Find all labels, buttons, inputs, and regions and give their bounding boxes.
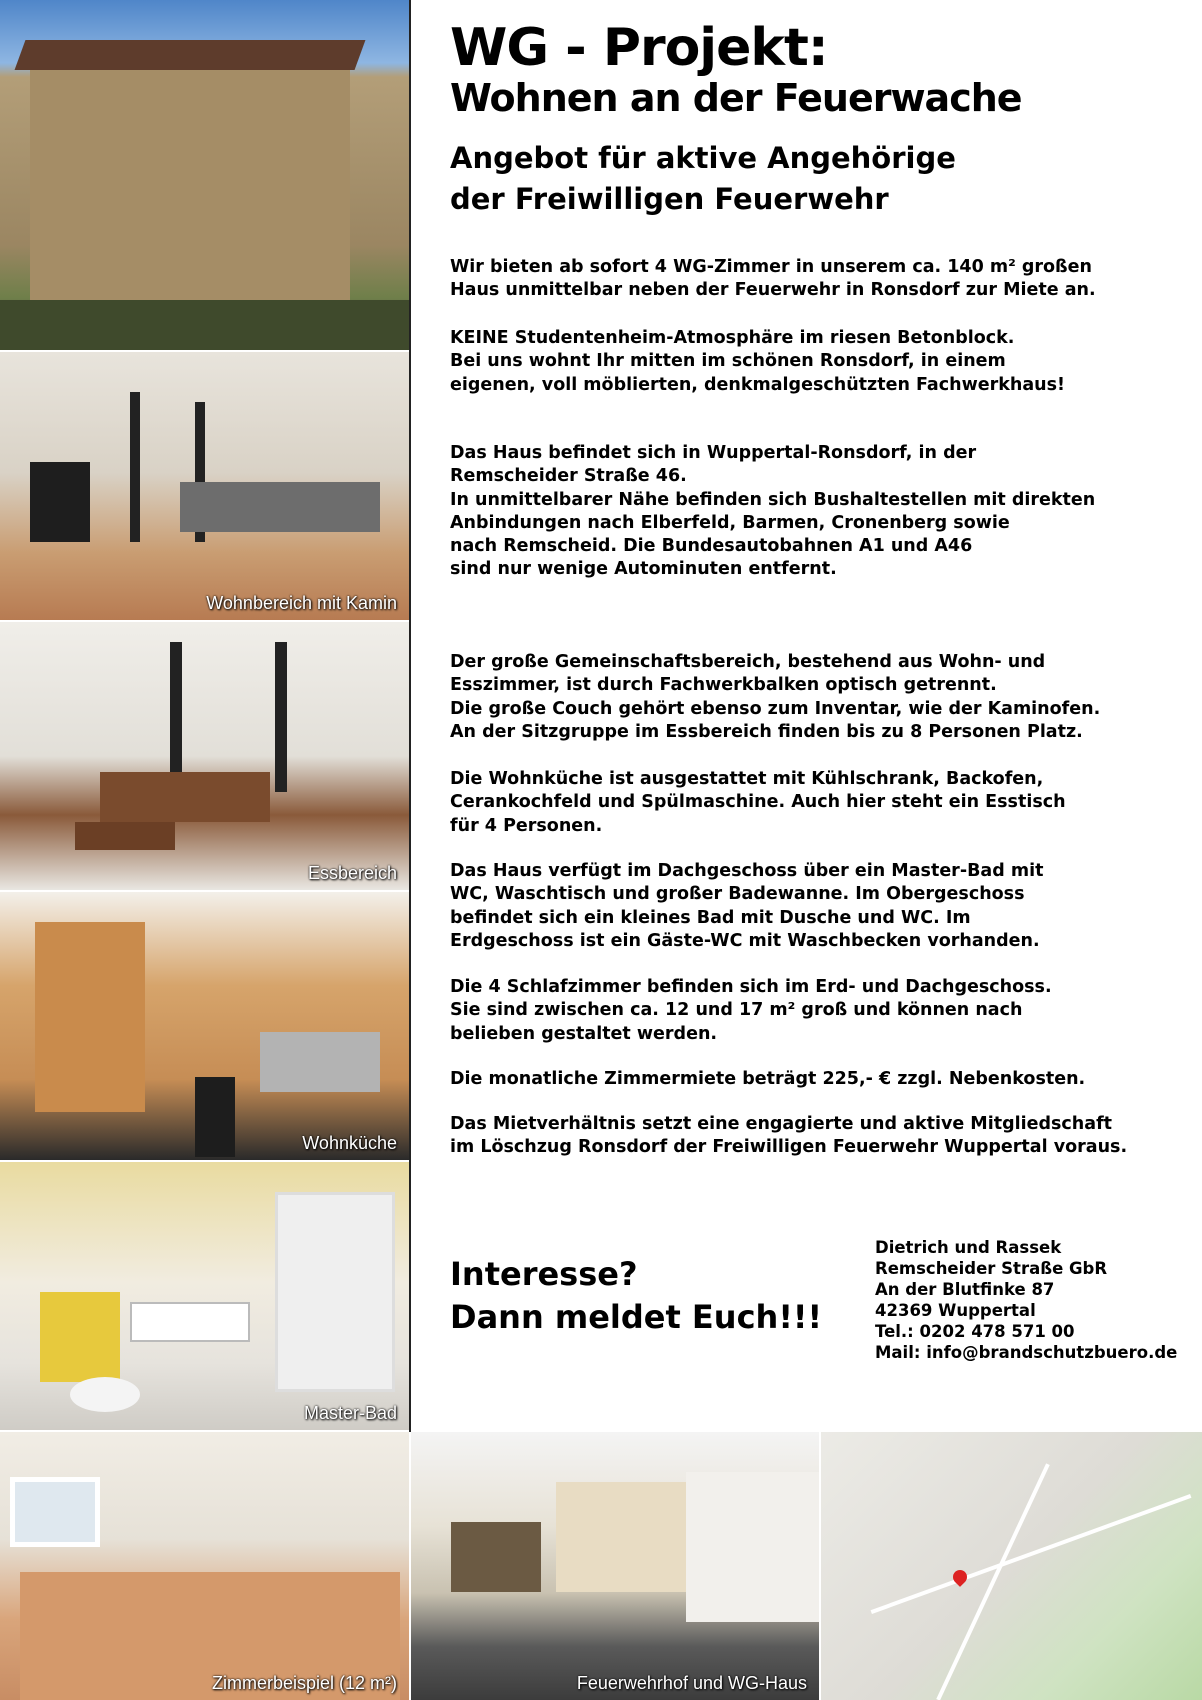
timber-beam xyxy=(170,642,182,782)
dining-table xyxy=(100,772,270,822)
doorway xyxy=(275,1192,395,1392)
couch xyxy=(180,482,380,532)
paragraph-bathrooms: Das Haus verfügt im Dachgeschoss über ein Master-Bad mit WC, Waschtisch und großer Badewanne. Im Obergeschoss befindet sich ein kleines Bad mit Dusche und WC. Im Erdgeschoss ist ein Gäste-WC mit Waschbecken vorhanden. xyxy=(450,861,1044,951)
photo-caption-living: Wohnbereich mit Kamin xyxy=(206,593,397,613)
page-title: WG - Projekt: xyxy=(450,18,828,78)
room-example-photo xyxy=(0,1432,409,1700)
photo-caption-kitchen: Wohnküche xyxy=(302,1133,397,1153)
chair xyxy=(195,1077,235,1157)
paragraph-requirement: Das Mietverhältnis setzt eine engagierte und aktive Mitgliedschaft im Löschzug Ronsdorf der Freiwilligen Feuerwehr Wuppertal voraus. xyxy=(450,1114,1128,1158)
cabinet xyxy=(40,1292,120,1382)
subtitle: Angebot für aktive Angehörige der Freiwilligen Feuerwehr xyxy=(450,141,956,216)
contact-block: Dietrich und Rassek Remscheider Straße GbR An der Blutfinke 87 42369 Wuppertal Tel.: 0202 478 571 00 Mail: info@brandschutzbuero.de xyxy=(875,1238,1178,1362)
photo-caption-room: Zimmerbeispiel (12 m²) xyxy=(211,1673,397,1693)
house-hedge xyxy=(0,300,409,350)
bathtub xyxy=(130,1302,250,1342)
photo-caption-bath: Master-Bad xyxy=(303,1403,397,1423)
wg-house xyxy=(451,1522,541,1592)
paragraph-rent: Die monatliche Zimmermiete beträgt 225,- € zzgl. Nebenkosten. xyxy=(450,1069,1086,1089)
map-road xyxy=(871,1494,1192,1614)
paragraph-kitchen: Die Wohnküche ist ausgestattet mit Kühlschrank, Backofen, Cerankochfeld und Spülmaschine. Auch hier steht ein Esstisch für 4 Personen. xyxy=(450,769,1066,836)
kitchen-photo xyxy=(0,892,409,1160)
timber-beam xyxy=(130,392,140,542)
fire-station-garage xyxy=(686,1472,819,1622)
dining-area-photo xyxy=(0,622,409,890)
house-facade xyxy=(30,60,350,310)
photo-caption-yard: Feuerwehrhof und WG-Haus xyxy=(576,1673,807,1693)
building xyxy=(556,1482,706,1592)
fire-station-yard-photo xyxy=(411,1432,819,1700)
location-map xyxy=(821,1432,1202,1700)
window xyxy=(10,1477,100,1547)
paragraph-atmosphere: KEINE Studentenheim-Atmosphäre im riesen Betonblock. Bei uns wohnt Ihr mitten im schönen Ronsdorf, in einem eigenen, voll möblierten, denkmalgeschützten Fachwerkhaus! xyxy=(450,328,1065,395)
house-roof xyxy=(15,40,366,70)
column-divider xyxy=(409,0,411,1432)
house-exterior-photo xyxy=(0,0,409,350)
paragraph-location: Das Haus befindet sich in Wuppertal-Ronsdorf, in der Remscheider Straße 46. In unmittelbarer Nähe befinden sich Bushaltestellen mit direkten Anbindungen nach Elberfeld, Barmen, Cronenberg sowie nach Remscheid. Die Bundesautobahnen A1 und A46 sind nur wenige Autominuten entfernt. xyxy=(450,443,1096,580)
bench xyxy=(75,822,175,850)
timber-beam xyxy=(275,642,287,792)
kitchen-cabinets xyxy=(35,922,145,1112)
fireplace-stove xyxy=(30,462,90,542)
page-title-line2: Wohnen an der Feuerwache xyxy=(450,76,1022,120)
master-bath-photo xyxy=(0,1162,409,1430)
paragraph-offer: Wir bieten ab sofort 4 WG-Zimmer in unserem ca. 140 m² großen Haus unmittelbar neben der Feuerwehr in Ronsdorf zur Miete an. xyxy=(450,257,1096,301)
toilet xyxy=(70,1377,140,1412)
living-room-photo xyxy=(0,352,409,620)
paragraph-common-area: Der große Gemeinschaftsbereich, bestehend aus Wohn- und Esszimmer, ist durch Fachwerkbalken optisch getrennt. Die große Couch gehört ebenso zum Inventar, wie der Kaminofen. An der Sitzgruppe im Essbereich finden bis zu 8 Personen Platz. xyxy=(450,652,1101,742)
paragraph-bedrooms: Die 4 Schlafzimmer befinden sich im Erd- und Dachgeschoss. Sie sind zwischen ca. 12 und 17 m² groß und können nach belieben gestaltet werden. xyxy=(450,977,1052,1044)
kitchen-sink xyxy=(260,1032,380,1092)
photo-caption-dining: Essbereich xyxy=(307,863,397,883)
call-to-action: Interesse? Dann meldet Euch!!! xyxy=(450,1255,823,1336)
